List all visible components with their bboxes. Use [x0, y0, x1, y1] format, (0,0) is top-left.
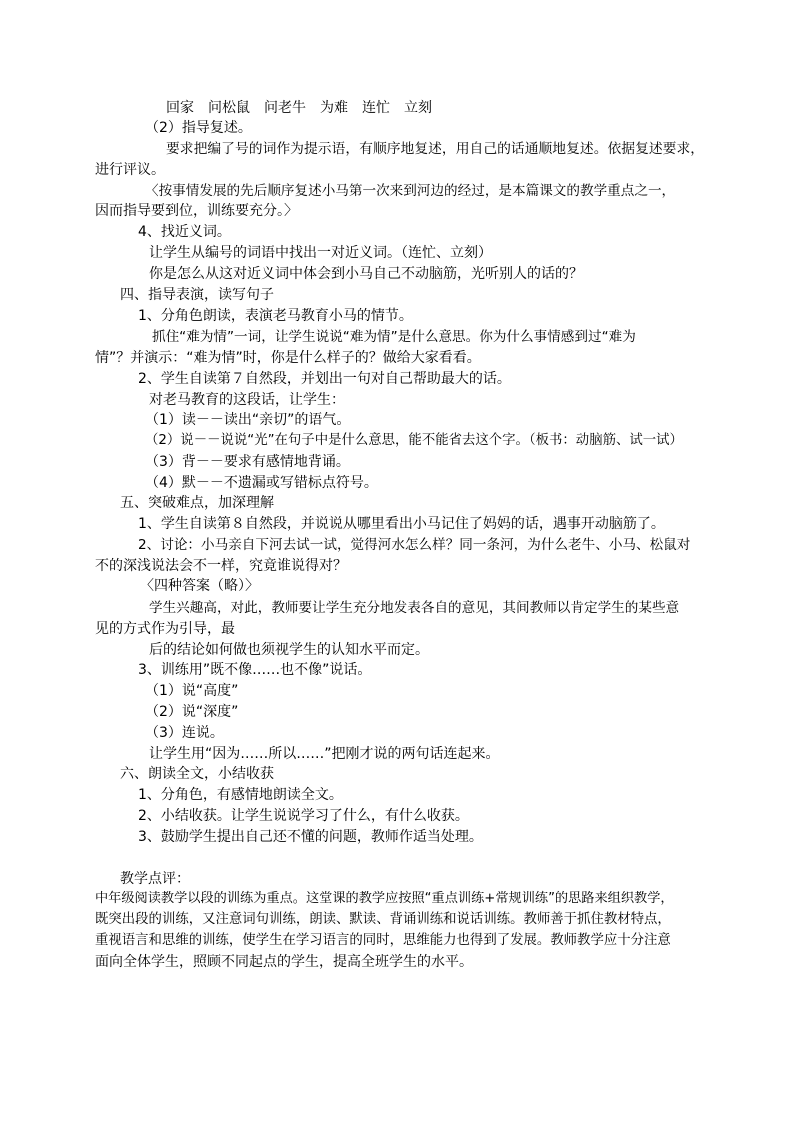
paragraph-line: 让学生从编号的词语中找出一对近义词。（连忙、立刻）: [149, 245, 492, 261]
paragraph-line: 进行评议。: [95, 162, 165, 178]
list-item: （4）默－－不遗漏或写错标点符号。: [145, 475, 378, 491]
section-heading: 四、指导表演，读写句子: [120, 287, 274, 303]
section-heading: 六、朗读全文，小结收获: [120, 766, 274, 782]
paragraph-line: 学生兴趣高，对此，教师要让学生充分地发表各自的意见，其间教师以肯定学生的某些意: [149, 600, 680, 616]
list-item: （2）说“深度”: [145, 704, 239, 720]
section-heading: 1、学生自读第８自然段，并说说从哪里看出小马记住了妈妈的话，遇事开动脑筋了。: [138, 516, 665, 532]
paragraph-line: 情”？并演示：“难为情”时，你是什么样子的？做给大家看看。: [95, 350, 481, 366]
paragraph-line: 让学生用“因为……所以……”把刚才说的两句话连起来。: [149, 746, 500, 762]
section-heading: 五、突破难点，加深理解: [120, 495, 274, 511]
note-line: 因而指导要到位，训练要充分。〉: [95, 203, 298, 219]
review-paragraph-line: 既突出段的训练，又注意词句训练，朗读、默读、背诵训练和说话训练。教师善于抓住教材特点，: [95, 912, 671, 927]
review-heading: 教学点评：: [120, 871, 190, 887]
list-item: 1、分角色，有感情地朗读全文。: [138, 787, 343, 803]
list-item: （2）说－－说说“光”在句子中是什么意思，能不能省去这个字。（板书：动脑筋、试一试）: [145, 433, 683, 448]
list-item: （3）背－－要求有感情地背诵。: [145, 454, 350, 470]
list-item: 3、鼓励学生提出自己还不懂的问题，教师作适当处理。: [138, 829, 483, 845]
review-paragraph-line: 中年级阅读教学以段的训练为重点。这堂课的教学应按照“重点训练+常规训练”的思路来组织教学，: [95, 891, 674, 906]
review-paragraph-line: 面向全体学生，照顾不同起点的学生，提高全班学生的水平。: [95, 954, 473, 970]
list-item: （1）说“高度”: [145, 683, 239, 699]
paragraph-line: 不的深浅说法会不一样，究竟谁说得对？: [95, 558, 347, 574]
paragraph-line: 你是怎么从这对近义词中体会到小马自己不动脑筋，光听别人的话的？: [149, 266, 583, 282]
paragraph-line: 见的方式作为引导，最: [95, 621, 235, 637]
list-item: 2、小结收获。让学生说说学习了什么，有什么收获。: [138, 808, 469, 824]
list-item: （1）读－－读出“亲切”的语气。: [145, 412, 351, 428]
section-heading: 2、学生自读第７自然段，并划出一句对自己帮助最大的话。: [138, 371, 511, 387]
vocab-list-line: 回家 问松鼠 问老牛 为难 连忙 立刻: [166, 100, 432, 116]
section-heading: 4、找近义词。: [138, 224, 231, 240]
paragraph-line: 抓住“难为情”一词，让学生说说“难为情”是什么意思。你为什么事情感到过“难为: [152, 329, 636, 345]
list-item: （3）连说。: [145, 725, 224, 741]
review-paragraph-line: 重视语言和思维的训练，使学生在学习语言的同时，思维能力也得到了发展。教师教学应十分注意: [95, 933, 671, 948]
section-heading: 3、训练用”既不像……也不像”说话。: [138, 662, 372, 678]
note-line: 〈四种答案（略）〉: [140, 578, 259, 594]
section-heading: 1、分角色朗读，表演老马教育小马的情节。: [138, 308, 413, 324]
paragraph-line: 要求把编了号的词作为提示语，有顺序地复述，用自己的话通顺地复述。依据复述要求，: [166, 141, 705, 157]
paragraph-line: 2、讨论：小马亲自下河去试一试，觉得河水怎么样？同一条河，为什么老牛、小马、松鼠对: [138, 537, 691, 553]
paragraph-line: 对老马教育的这段话，让学生：: [149, 392, 345, 408]
note-line: 〈按事情发展的先后顺序复述小马第一次来到河边的经过，是本篇课文的教学重点之一，: [145, 183, 676, 199]
section-heading: （2）指导复述。: [145, 120, 252, 136]
paragraph-line: 后的结论如何做也须视学生的认知水平而定。: [149, 642, 429, 658]
